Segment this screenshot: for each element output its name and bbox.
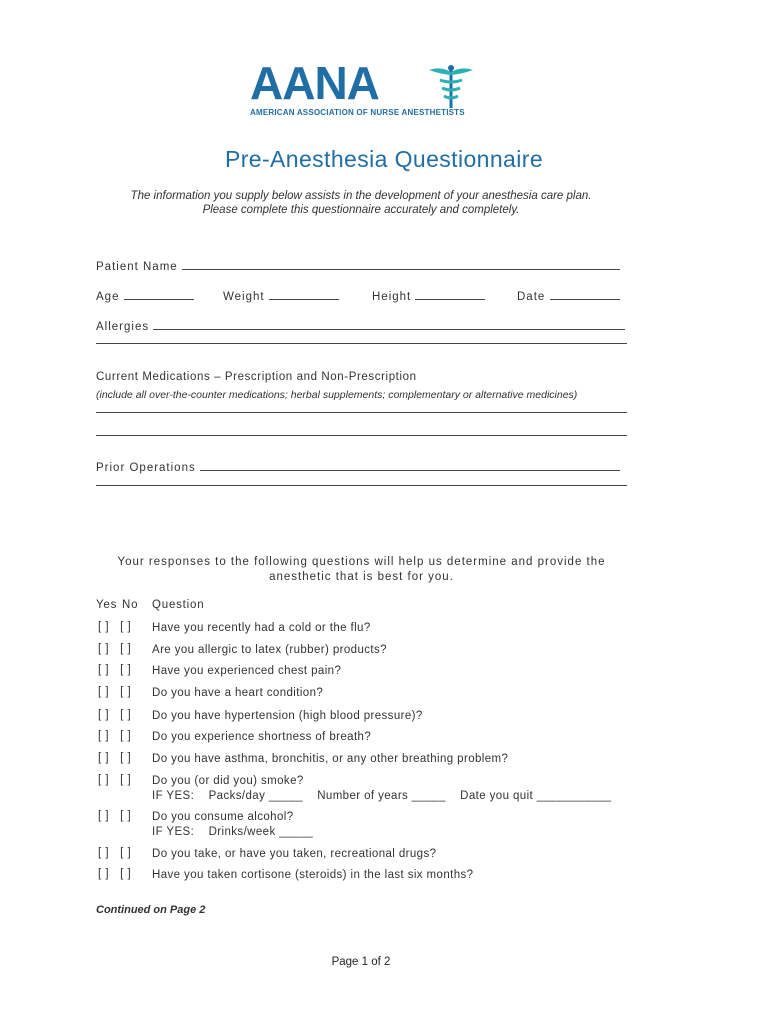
question-text: Do you (or did you) smoke?	[152, 775, 304, 787]
yes-no-checkboxes[interactable]: [ ] [ ]	[98, 847, 132, 859]
question-text-block	[152, 810, 313, 839]
intro-line-2: Please complete this questionnaire accurately and completely.	[202, 204, 520, 216]
allergies-label: Allergies	[96, 321, 150, 333]
date-input[interactable]	[550, 289, 620, 300]
question-text: Do you experience shortness of breath?	[152, 731, 372, 743]
yes-no-checkboxes[interactable]: [ ] [ ]	[98, 810, 132, 822]
question-text-block	[152, 643, 387, 658]
question-text-block	[152, 730, 371, 745]
question-followup[interactable]: IF YES: Packs/day _____ Number of years _____ Date you quit ___________	[152, 789, 612, 802]
date-label: Date	[517, 291, 546, 303]
logo-wordmark: AANA	[250, 57, 379, 109]
continued-note: Continued on Page 2	[96, 904, 206, 916]
weight-field	[223, 289, 339, 303]
age-input[interactable]	[124, 289, 194, 300]
question-text-block	[152, 664, 341, 679]
question-text: Have you recently had a cold or the flu?	[152, 622, 371, 634]
yes-no-checkboxes[interactable]: [ ] [ ]	[98, 664, 132, 676]
question-text: Do you take, or have you taken, recreational drugs?	[152, 848, 437, 860]
question-text: Do you have asthma, bronchitis, or any other breathing problem?	[152, 753, 509, 765]
allergies-input[interactable]	[153, 319, 625, 330]
question-text: Do you consume alcohol?	[152, 811, 294, 823]
question-text: Do you have a heart condition?	[152, 687, 324, 699]
allergies-field	[96, 319, 625, 333]
height-input[interactable]	[415, 289, 485, 300]
yes-no-checkboxes[interactable]: [ ] [ ]	[98, 709, 132, 721]
question-text-block	[152, 868, 473, 883]
questions-intro-line-1: Your responses to the following questions will help us determine and provide the	[117, 556, 606, 568]
age-label: Age	[96, 291, 120, 303]
page-number: Page 1 of 2	[331, 956, 391, 968]
weight-input[interactable]	[269, 289, 339, 300]
question-text: Are you allergic to latex (rubber) products?	[152, 644, 387, 656]
logo-subtitle: AMERICAN ASSOCIATION OF NURSE ANESTHETISTS	[250, 108, 465, 117]
yes-no-checkboxes[interactable]: [ ] [ ]	[98, 621, 132, 633]
question-text-block	[152, 686, 323, 701]
aana-logo	[250, 57, 480, 122]
question-text: Do you have hypertension (high blood pressure)?	[152, 710, 423, 722]
allergies-line-2[interactable]	[96, 343, 627, 344]
intro-line-1: The information you supply below assists in the development of your anesthesia care plan.	[130, 190, 592, 202]
date-field	[517, 289, 620, 303]
yes-no-checkboxes[interactable]: [ ] [ ]	[98, 752, 132, 764]
yes-no-checkboxes[interactable]: [ ] [ ]	[98, 686, 132, 698]
weight-label: Weight	[223, 291, 265, 303]
question-text-block	[152, 774, 611, 803]
question-text: Have you experienced chest pain?	[152, 665, 342, 677]
yes-no-checkboxes[interactable]: [ ] [ ]	[98, 643, 132, 655]
height-label: Height	[372, 291, 412, 303]
patient-name-label: Patient Name	[96, 261, 178, 273]
prior-operations-line-2[interactable]	[96, 485, 627, 486]
age-field	[96, 289, 194, 303]
intro-text	[0, 189, 722, 217]
prior-operations-label: Prior Operations	[96, 462, 196, 474]
yes-no-checkboxes[interactable]: [ ] [ ]	[98, 774, 132, 786]
yes-column-header: Yes	[96, 599, 118, 611]
questions-intro-line-2: anesthetic that is best for you.	[269, 571, 454, 583]
patient-name-field	[96, 259, 620, 273]
height-field	[372, 289, 485, 303]
caduceus-icon	[426, 64, 476, 108]
medications-note: (include all over-the-counter medications; herbal supplements; complementary or alternative medicines)	[96, 389, 578, 401]
page-title: Pre-Anesthesia Questionnaire	[224, 146, 544, 172]
medications-line-2[interactable]	[96, 435, 627, 436]
question-followup[interactable]: IF YES: Drinks/week _____	[152, 825, 314, 838]
questions-intro	[96, 555, 627, 585]
medications-label: Current Medications – Prescription and Non-Prescription	[96, 371, 417, 383]
question-text-block	[152, 847, 436, 862]
question-text-block	[152, 621, 371, 636]
medications-line-1[interactable]	[96, 412, 627, 413]
yes-no-checkboxes[interactable]: [ ] [ ]	[98, 730, 132, 742]
no-column-header: No	[122, 599, 139, 611]
prior-operations-input[interactable]	[200, 460, 620, 471]
question-column-header: Question	[152, 599, 205, 611]
question-text-block	[152, 752, 508, 767]
question-text-block	[152, 709, 423, 724]
prior-operations-field	[96, 460, 620, 474]
patient-name-input[interactable]	[182, 259, 620, 270]
yes-no-checkboxes[interactable]: [ ] [ ]	[98, 868, 132, 880]
question-text: Have you taken cortisone (steroids) in the last six months?	[152, 869, 474, 881]
